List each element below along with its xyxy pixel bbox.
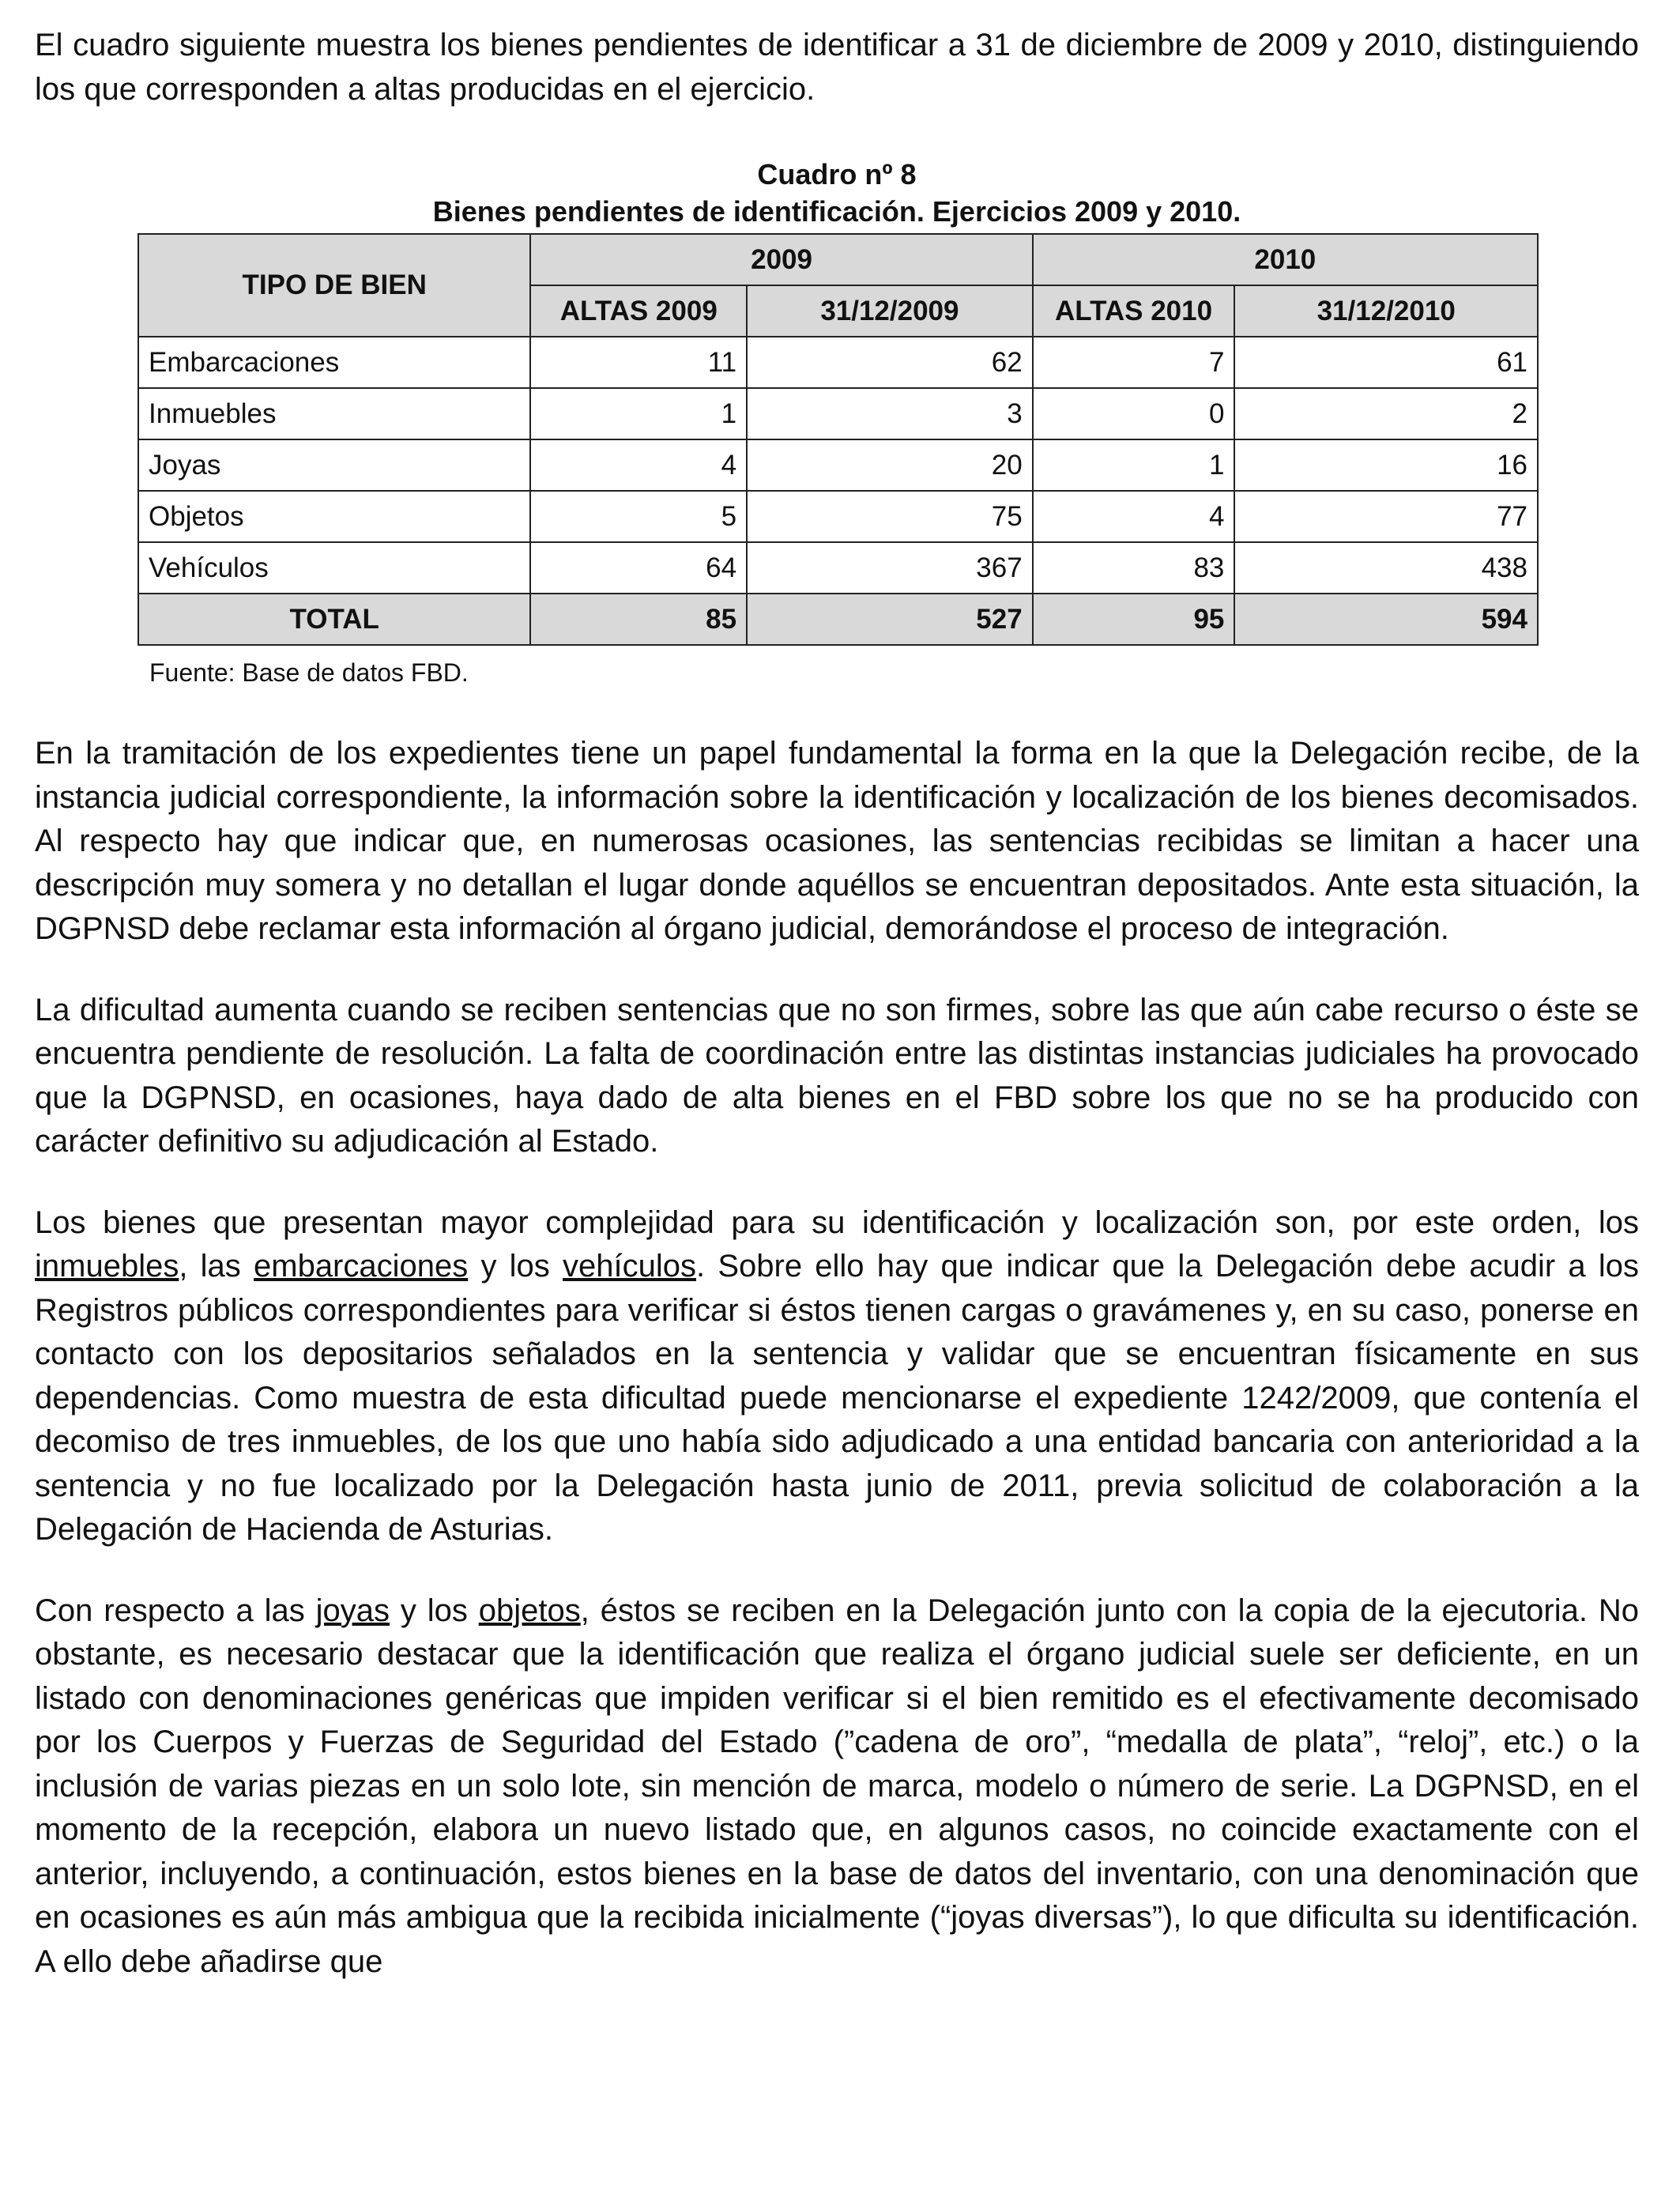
- row-label: Joyas: [138, 439, 530, 491]
- paragraph-jewels-objects: [35, 1589, 1639, 1985]
- cell-value: 75: [747, 491, 1033, 542]
- table-caption-number: Cuadro nº 8: [757, 158, 917, 190]
- goods-table: [137, 233, 1539, 646]
- cell-value: 3: [747, 388, 1033, 439]
- table-header-row: [138, 234, 1538, 285]
- cell-value: 77: [1234, 491, 1538, 542]
- total-label: TOTAL: [138, 594, 530, 645]
- cell-value: 62: [747, 337, 1033, 388]
- cell-value: 16: [1234, 439, 1538, 491]
- underlined-term: embarcaciones: [254, 1249, 469, 1284]
- underlined-term: objetos: [478, 1593, 581, 1628]
- intro-paragraph: El cuadro siguiente muestra los bienes pendientes de identificar a 31 de diciembre de 2009 y 2010, distinguiendo los que corresponden a altas producidas en el ejercicio.: [35, 28, 1639, 107]
- cell-value: 2: [1234, 388, 1538, 439]
- text-segment: , éstos se reciben en la Delegación junto con la copia de la ejecutoria. No obstante, es necesario destacar que la identificación que realiza el órgano judicial suele ser deficiente, en un listado con denominaciones genéricas que impiden verificar si el bien remitido es el efectivamente decomisado por los Cuerpos y Fuerzas de Seguridad del Estado (”cadena de oro”, “medalla de plata”, “reloj”, etc.) o la inclusión de varias piezas en un solo lote, sin mención de marca, modelo o número de serie. La DGPNSD, en el momento de la recepción, elabora un nuevo listado que, en algunos casos, no coincide exactamente con el anterior, incluyendo, a continuación, estos bienes en la base de datos del inventario, con una denominación que en ocasiones es aún más ambigua que la recibida inicialmente (“joyas diversas”), lo que dificulta su identificación. A ello debe añadirse que: [35, 1593, 1639, 1979]
- text-segment: y los: [390, 1593, 479, 1628]
- row-label: Inmuebles: [138, 388, 530, 439]
- table-row: [138, 491, 1538, 542]
- underlined-term: inmuebles: [35, 1249, 179, 1284]
- row-label: Objetos: [138, 491, 530, 542]
- cell-value: 4: [530, 439, 747, 491]
- table-row: [138, 542, 1538, 594]
- cell-value: 438: [1234, 542, 1538, 594]
- total-value: 95: [1033, 594, 1235, 645]
- cell-value: 1: [1033, 439, 1235, 491]
- cell-value: 367: [747, 542, 1033, 594]
- subheader-stock-2010: 31/12/2010: [1234, 285, 1538, 337]
- cell-value: 61: [1234, 337, 1538, 388]
- cell-value: 5: [530, 491, 747, 542]
- table-row: [138, 388, 1538, 439]
- paragraph-complexity: [35, 1201, 1639, 1552]
- header-type: TIPO DE BIEN: [138, 234, 530, 337]
- row-label: Vehículos: [138, 542, 530, 594]
- cell-value: 4: [1033, 491, 1235, 542]
- header-year-2009: 2009: [530, 234, 1032, 285]
- subheader-altas-2009: ALTAS 2009: [530, 285, 747, 337]
- table-row: [138, 439, 1538, 491]
- table-source-note: Fuente: Base de datos FBD.: [149, 658, 469, 687]
- paragraph-difficulty: La dificultad aumenta cuando se reciben sentencias que no son firmes, sobre las que aún cabe recurso o éste se encuentra pendiente de resolución. La falta de coordinación entre las distintas instancias judiciales ha provocado que la DGPNSD, en ocasiones, haya dado de alta bienes en el FBD sobre los que no se ha producido con carácter definitivo su adjudicación al Estado.: [35, 992, 1639, 1159]
- cell-value: 7: [1033, 337, 1235, 388]
- subheader-altas-2010: ALTAS 2010: [1033, 285, 1235, 337]
- table-total-row: [138, 594, 1538, 645]
- total-value: 85: [530, 594, 747, 645]
- text-segment: y los: [468, 1249, 563, 1284]
- cell-value: 83: [1033, 542, 1235, 594]
- header-year-2010: 2010: [1033, 234, 1538, 285]
- table-row: [138, 337, 1538, 388]
- underlined-term: joyas: [315, 1593, 390, 1628]
- text-segment: . Sobre ello hay que indicar que la Delegación debe acudir a los Registros públicos correspondientes para verificar si éstos tienen cargas o gravámenes y, en su caso, ponerse en contacto con los depositarios señalados en la sentencia y validar que se encuentran físicamente en sus dependencias. Como muestra de esta dificultad puede mencionarse el expediente 1242/2009, que contenía el decomiso de tres inmuebles, de los que uno había sido adjudicado a una entidad bancaria con anterioridad a la sentencia y no fue localizado por la Delegación hasta junio de 2011, previa solicitud de colaboración a la Delegación de Hacienda de Asturias.: [35, 1249, 1639, 1547]
- text-segment: Los bienes que presentan mayor complejidad para su identificación y localización son, por este orden, los: [35, 1204, 1639, 1240]
- text-segment: , las: [179, 1249, 254, 1284]
- total-value: 594: [1234, 594, 1538, 645]
- cell-value: 0: [1033, 388, 1235, 439]
- cell-value: 64: [530, 542, 747, 594]
- text-segment: Con respecto a las: [35, 1593, 316, 1628]
- underlined-term: vehículos: [563, 1249, 696, 1284]
- cell-value: 1: [530, 388, 747, 439]
- document-page: [35, 24, 1639, 1984]
- row-label: Embarcaciones: [138, 337, 530, 388]
- paragraph-processing: En la tramitación de los expedientes tiene un papel fundamental la forma en la que la Delegación recibe, de la instancia judicial correspondiente, la información sobre la identificación y localización de los bienes decomisados. Al respecto hay que indicar que, en numerosas ocasiones, las sentencias recibidas se limitan a hacer una descripción muy somera y no detallan el lugar donde aquéllos se encuentran depositados. Ante esta situación, la DGPNSD debe reclamar esta información al órgano judicial, demorándose el proceso de integración.: [35, 736, 1639, 946]
- total-value: 527: [747, 594, 1033, 645]
- cell-value: 20: [747, 439, 1033, 491]
- subheader-stock-2009: 31/12/2009: [747, 285, 1033, 337]
- table-caption-title: Bienes pendientes de identificación. Ejercicios 2009 y 2010.: [432, 195, 1241, 228]
- cell-value: 11: [530, 337, 747, 388]
